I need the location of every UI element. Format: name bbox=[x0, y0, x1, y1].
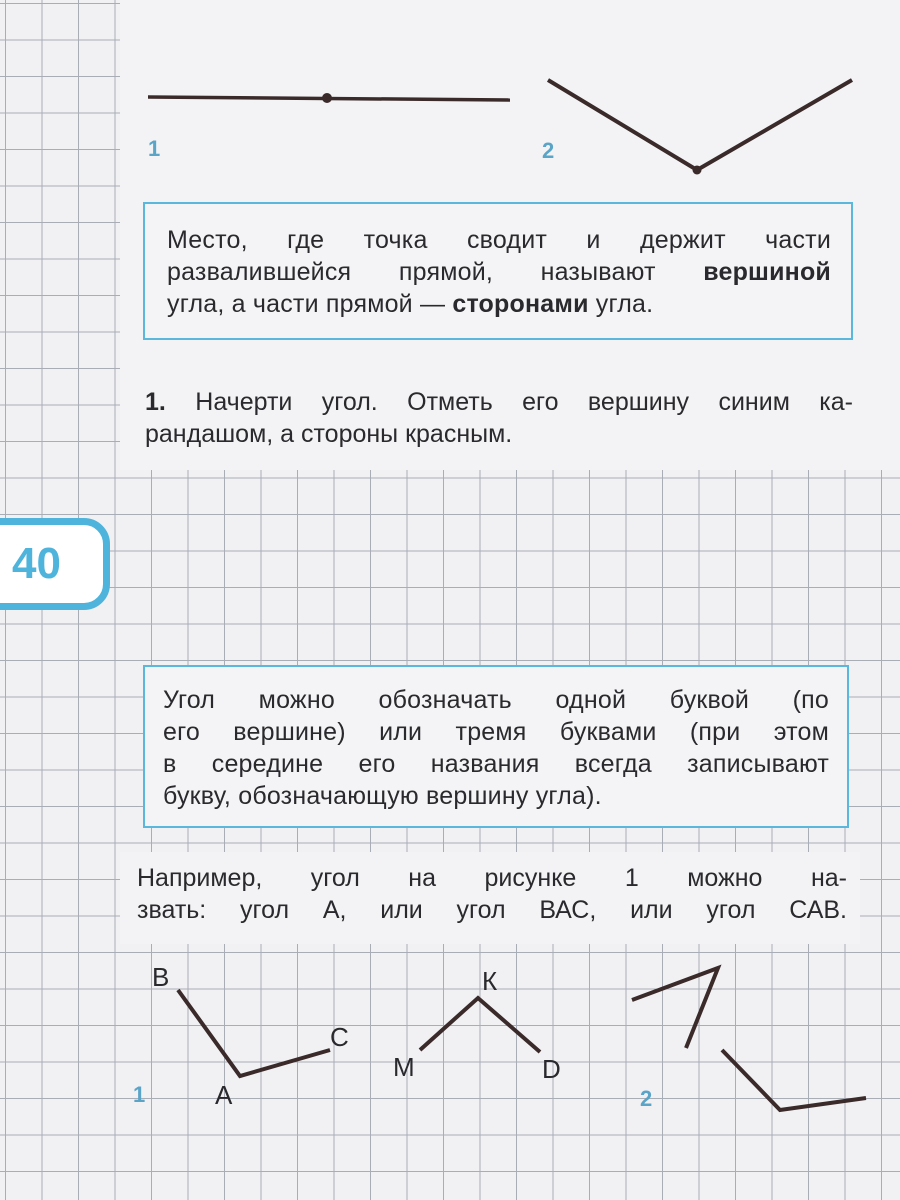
bottom-figure-label-2: 2 bbox=[640, 1086, 653, 1111]
point-label-c: С bbox=[330, 1022, 349, 1052]
angle-fig2-b bbox=[722, 1050, 866, 1110]
point-label-k: К bbox=[482, 966, 498, 996]
task-1-line-1: 1. Начерти угол. Отметь его вершину синим ка- bbox=[145, 388, 853, 416]
angle-mkd bbox=[420, 998, 540, 1052]
task-number: 1. bbox=[145, 388, 166, 416]
notation-line-3: в середине его названия всегда записывают bbox=[163, 750, 829, 778]
definition-line-3: угла, а части прямой — сторонами угла. bbox=[167, 290, 654, 318]
term-vertex: вершиной bbox=[703, 258, 831, 286]
example-line-1: Например, угол на рисунке 1 можно на- bbox=[137, 864, 847, 892]
definition-line-1: Место, где точка сводит и держит части bbox=[167, 226, 831, 254]
task-1-line-2: рандашом, а стороны красным. bbox=[145, 420, 513, 448]
notation-line-1: Угол можно обозначать одной буквой (по bbox=[163, 686, 829, 714]
term-sides: сторонами bbox=[452, 290, 589, 318]
bottom-figure-label-1: 1 bbox=[133, 1082, 146, 1107]
page-number: 40 bbox=[12, 539, 61, 588]
notation-line-4: букву, обозначающую вершину угла). bbox=[163, 782, 602, 810]
angle-bac bbox=[178, 990, 330, 1076]
figure-label-1: 1 bbox=[148, 136, 161, 161]
point-label-m: М bbox=[393, 1052, 415, 1082]
angle-fig2-a bbox=[632, 968, 718, 1048]
point-label-d: D bbox=[542, 1054, 561, 1084]
example-line-2: звать: угол А, или угол ВАС, или угол САВ. bbox=[137, 896, 847, 924]
point-label-a: А bbox=[215, 1080, 233, 1110]
point-label-b: В bbox=[152, 962, 170, 992]
definition-line-2: развалившейся прямой, называют вершиной bbox=[167, 258, 831, 286]
notation-line-2: его вершине) или тремя буквами (при этом bbox=[163, 718, 829, 746]
figure-label-2: 2 bbox=[542, 138, 555, 163]
